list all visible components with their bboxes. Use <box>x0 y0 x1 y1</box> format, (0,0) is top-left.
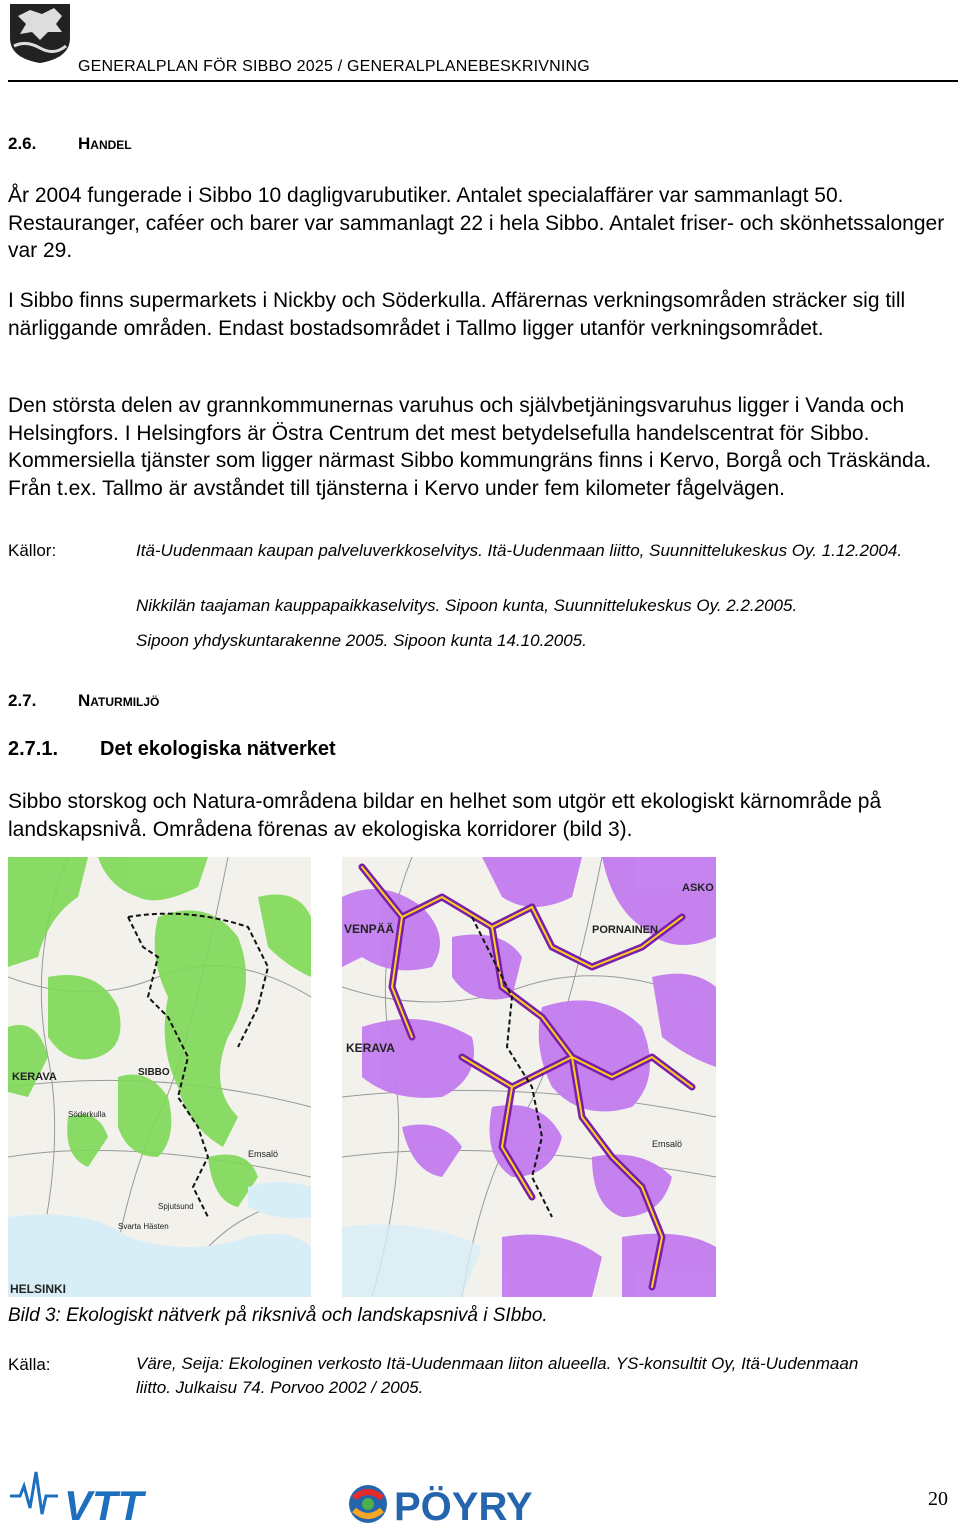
header-title: GENERALPLAN FÖR SIBBO 2025 / GENERALPLANEBESKRIVNING <box>78 58 590 75</box>
section-number: 2.6. <box>8 134 37 153</box>
figure-source-label: Källa: <box>8 1355 51 1374</box>
map-label-emsalo: Emsalö <box>248 1149 279 1159</box>
paragraph-supermarkets: I Sibbo finns supermarkets i Nickby och Söderkulla. Affärernas verkningsområden sträcker sig till närliggande områden. Endast bostadsområdet i Tallmo ligger utanför verkningsområdet. <box>8 289 906 340</box>
map-label-kerava: KERAVA <box>12 1071 57 1083</box>
map-label-svarta-hasten: Svarta Hästen <box>118 1222 169 1231</box>
subsection-number: 2.7.1. <box>8 738 59 760</box>
section-title: Naturmiljö <box>78 691 160 710</box>
vtt-logo <box>8 1462 168 1526</box>
subsection-heading <box>8 738 336 761</box>
source-2: Nikkilän taajaman kauppapaikkaselvitys. Sipoon kunta, Suunnittelukeskus Oy. 2.2.2005. <box>136 596 798 615</box>
municipal-crest-logo <box>8 2 72 64</box>
subsection-title: Det ekologiska nätverket <box>100 738 336 760</box>
paragraph-stores: År 2004 fungerade i Sibbo 10 dagligvarubutiker. Antalet specialaffärer var sammanlagt 50. Restauranger, caféer och barer var sammanlagt 22 i hela Sibbo. Antalet friser- och skönhetssalonger var 29. <box>8 184 945 262</box>
figure-caption: Bild 3: Ekologiskt nätverk på riksnivå och landskapsnivå i SIbbo. <box>8 1305 548 1326</box>
paragraph-ecological-network: Sibbo storskog och Natura-områdena bildar en helhet som utgör ett ekologiskt kärnområde på landskapsnivå. Områdena förenas av ekologiska korridorer (bild 3). <box>8 790 882 841</box>
section-title: Handel <box>78 134 132 153</box>
map-label-venpaa: VENPÄÄ <box>344 922 395 936</box>
source-1: Itä-Uudenmaan kaupan palveluverkkoselvitys. Itä-Uudenmaan liitto, Suunnittelukeskus Oy. 1.12.2004. <box>136 541 903 560</box>
figure-source: Väre, Seija: Ekologinen verkosto Itä-Uudenmaan liiton alueella. YS-konsultit Oy, Itä-Uudenmaan liitto. Julkaisu 74. Porvoo 2002 / 2005. <box>136 1354 859 1397</box>
section-heading-handel <box>8 134 132 154</box>
map-label-helsinki: HELSINKI <box>10 1282 67 1296</box>
paragraph-neighbour-commerce: Den största delen av grannkommunernas varuhus och självbetjäningsvaruhus ligger i Vanda och Helsingfors. I Helsingfors är Östra Centrum det mest betydelsefulla handelscentrat för Sibbo. Kommersiella tjänster som ligger närmast Sibbo kommungräns finns i Kervo, Borgå och Träskända. Från t.ex. Tallmo är avståndet till tjänsterna i Kervo under fem kilometer fågelvägen. <box>8 394 932 500</box>
map-label-soderkulla: Söderkulla <box>68 1110 106 1119</box>
map-national-level <box>8 857 311 1297</box>
sources-label: Källor: <box>8 541 57 560</box>
map-label-asko: ASKO <box>682 882 714 894</box>
poyry-logo <box>344 1480 604 1528</box>
map-label-spjutsund: Spjutsund <box>158 1202 194 1211</box>
map-label-sibbo: SIBBO <box>138 1067 170 1078</box>
map-label-kerava-right: KERAVA <box>346 1041 395 1055</box>
page-number: 20 <box>928 1488 948 1510</box>
map-regional-level <box>342 857 716 1297</box>
vtt-logo-text: VTT <box>64 1482 144 1526</box>
map-label-emsalo-right: Emsalö <box>652 1139 683 1149</box>
section-heading-naturmiljo <box>8 691 159 711</box>
header-rule <box>8 80 958 82</box>
source-3: Sipoon yhdyskuntarakenne 2005. Sipoon kunta 14.10.2005. <box>136 631 587 650</box>
map-label-pornainen: PORNAINEN <box>592 924 659 936</box>
section-number: 2.7. <box>8 691 37 710</box>
poyry-logo-text: PÖYRY <box>394 1485 533 1528</box>
